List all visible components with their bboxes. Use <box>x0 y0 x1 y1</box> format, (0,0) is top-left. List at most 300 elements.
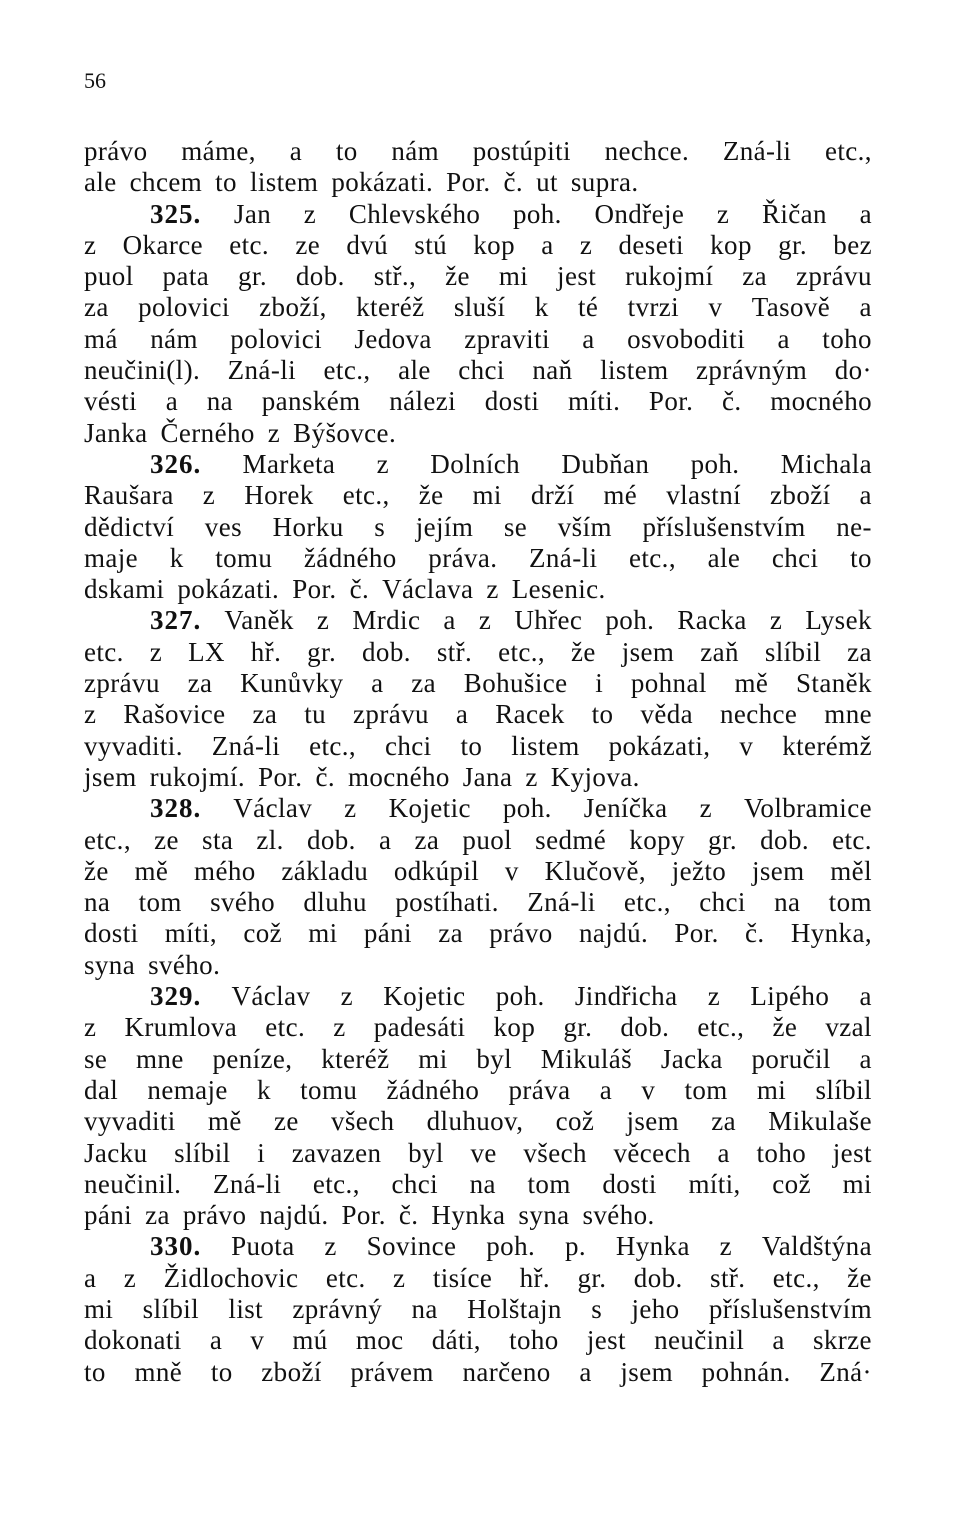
text-line <box>84 981 872 1012</box>
word: že <box>571 636 596 667</box>
word: poh. <box>605 605 655 636</box>
text-line <box>84 731 872 762</box>
word: Kyjova. <box>550 761 640 792</box>
word: i <box>595 668 604 699</box>
word: a <box>859 198 872 229</box>
word: to <box>591 699 614 730</box>
word: Por. <box>674 918 719 949</box>
word: Janka <box>84 417 148 448</box>
word: Mrdic <box>352 605 421 636</box>
word: a <box>378 824 392 855</box>
word: etc., <box>498 636 546 667</box>
word: Václav <box>233 793 313 824</box>
word: a <box>859 981 872 1012</box>
word: jest <box>557 261 597 292</box>
word: to <box>210 1356 233 1387</box>
word: gr. <box>307 636 337 667</box>
word: s <box>591 1293 603 1324</box>
word: právo <box>84 136 148 166</box>
word: z <box>525 761 538 792</box>
word: Jana <box>462 761 513 792</box>
word: polovici <box>230 323 322 354</box>
word: supra. <box>570 167 639 198</box>
word: dob. <box>295 261 345 292</box>
word: chcem <box>129 167 203 198</box>
word: etc., <box>323 355 371 386</box>
word: z <box>84 1012 97 1043</box>
word: z <box>324 1231 337 1262</box>
word: sedmé <box>535 824 607 855</box>
text-line <box>84 699 872 730</box>
word: za <box>84 292 109 323</box>
word: tomu <box>300 1074 358 1105</box>
word: z <box>376 448 389 479</box>
word: z <box>267 417 281 448</box>
word: etc., <box>84 824 131 855</box>
word: Dolních <box>430 448 521 479</box>
word: bez <box>833 229 872 260</box>
word: vésti <box>84 386 137 417</box>
word: v <box>739 730 754 761</box>
word: Raušara <box>84 480 174 511</box>
word: č. <box>745 918 765 949</box>
word: sluší <box>453 292 506 323</box>
word: puol <box>84 261 134 292</box>
text-line <box>84 1138 872 1169</box>
word: dosti <box>484 386 540 417</box>
word: byl <box>408 1137 444 1168</box>
text-line <box>84 1231 872 1262</box>
word: a <box>455 699 469 730</box>
word: poh. <box>486 1231 536 1262</box>
word: etc., <box>309 730 357 761</box>
word: za <box>252 699 278 730</box>
word: Zná-li <box>722 136 792 166</box>
word: z <box>123 1262 137 1293</box>
word: kop <box>493 1012 536 1043</box>
word: sta <box>202 824 234 855</box>
word: nám <box>391 136 440 166</box>
word: právo <box>489 918 553 949</box>
word: slíbil <box>174 1137 231 1168</box>
word: nechce. <box>604 136 690 166</box>
word: to <box>84 1356 106 1387</box>
word: poručil <box>751 1043 831 1074</box>
word: zprávným <box>696 355 808 386</box>
word: syna <box>518 1200 570 1231</box>
word: ale <box>707 542 741 573</box>
word: jsem <box>84 761 137 792</box>
word: z <box>344 793 357 824</box>
word: kteréž <box>356 292 425 323</box>
text-line <box>84 605 872 636</box>
word: právem <box>350 1356 434 1387</box>
word: dal <box>84 1074 119 1105</box>
word: pohnal <box>630 668 707 699</box>
word: Jacku <box>84 1137 148 1168</box>
word: z <box>579 229 593 260</box>
word: gr. <box>577 1262 607 1293</box>
word: Por. <box>648 386 694 417</box>
word: dob. <box>620 1012 670 1043</box>
word: ut <box>536 167 558 198</box>
word: list <box>228 1293 264 1324</box>
word: Jedova <box>354 323 432 354</box>
word: zavazen <box>291 1137 382 1168</box>
text-line <box>84 324 872 355</box>
word: z <box>333 1012 346 1043</box>
word: zaň <box>700 636 739 667</box>
word: Tasově <box>751 292 831 323</box>
word: Kojetic <box>388 793 471 824</box>
word: Horek <box>244 480 314 511</box>
word: dluhuov, <box>426 1106 524 1137</box>
word: pata <box>162 261 210 292</box>
word: zboží <box>261 1356 322 1387</box>
word: žádného <box>303 542 397 573</box>
word: vzal <box>825 1012 872 1043</box>
word: z <box>340 981 353 1012</box>
word: mi <box>842 1168 872 1199</box>
word: LX <box>188 636 225 667</box>
word: zboží, <box>259 292 327 323</box>
text-line <box>84 136 872 167</box>
word: ze <box>273 1106 299 1137</box>
word: Okarce <box>122 229 203 260</box>
word: páni <box>84 1200 133 1231</box>
word: a <box>582 323 595 354</box>
word: Por. <box>292 574 337 605</box>
word: č. <box>315 761 335 792</box>
word: míti. <box>567 386 621 417</box>
word: etc., <box>824 136 872 166</box>
text-line <box>84 668 872 699</box>
word: na <box>411 1293 438 1324</box>
text-line <box>84 1106 872 1137</box>
word: syna <box>84 949 136 980</box>
word: z <box>716 198 730 229</box>
word: za <box>414 824 440 855</box>
word: Jan <box>233 198 272 229</box>
word: vyvaditi. <box>84 730 183 761</box>
word: gr. <box>238 261 267 292</box>
word: mi <box>84 1293 114 1324</box>
word: Kojetic <box>383 981 466 1012</box>
entry-number: 327. <box>150 605 202 636</box>
word: dáti, <box>431 1325 481 1356</box>
word: toho <box>822 323 872 354</box>
word: tom <box>684 1074 728 1105</box>
word: mého <box>194 855 256 886</box>
word: ale <box>84 167 117 198</box>
word: Zná· <box>819 1356 872 1387</box>
word: všech <box>330 1106 395 1137</box>
word: rukojmí <box>625 261 714 292</box>
word: p. <box>564 1231 587 1262</box>
word: ze <box>295 229 321 260</box>
word: z <box>719 1231 733 1262</box>
word: Marketa <box>242 448 336 479</box>
word: Horku <box>272 511 344 542</box>
text-line <box>84 355 872 386</box>
word: tom <box>138 887 182 918</box>
word: etc., <box>697 1012 745 1043</box>
word: etc. <box>84 636 124 667</box>
word: ves <box>204 511 242 542</box>
text-line <box>84 1325 872 1356</box>
word: drží <box>530 480 575 511</box>
word: právo <box>182 1200 247 1231</box>
word: zprávný <box>292 1293 383 1324</box>
word: tomu <box>215 542 273 573</box>
word: Ondřeje <box>594 198 685 229</box>
word: chci <box>391 1168 439 1199</box>
word: Mikulaše <box>768 1106 872 1137</box>
word: etc., <box>312 1168 360 1199</box>
word: gr. <box>708 824 737 855</box>
word: etc., <box>623 887 671 918</box>
word: což <box>243 918 282 949</box>
word: tvrzi <box>627 292 680 323</box>
word: se <box>503 511 528 542</box>
word: z <box>486 574 499 605</box>
word: etc. <box>229 229 270 260</box>
word: nám <box>150 323 198 354</box>
word: Holštajn <box>467 1293 562 1324</box>
word: poh. <box>512 198 562 229</box>
word: ne- <box>836 511 872 542</box>
word: Jindřicha <box>574 981 678 1012</box>
word: mé <box>603 480 638 511</box>
text-line <box>84 574 872 605</box>
word: že <box>847 1262 872 1293</box>
word: Sovince <box>366 1231 457 1262</box>
word: z <box>202 480 216 511</box>
word: a <box>165 386 179 417</box>
word: a <box>599 1074 613 1105</box>
word: gr. <box>563 1012 593 1043</box>
word: mne <box>136 1043 184 1074</box>
word: což <box>772 1168 811 1199</box>
word: jest <box>586 1325 626 1356</box>
word: Uhřec <box>514 605 583 636</box>
word: stř. <box>436 636 473 667</box>
word: hř. <box>519 1262 551 1293</box>
word: z <box>149 636 163 667</box>
word: dvú <box>346 229 389 260</box>
word: etc. <box>832 824 872 855</box>
word: ve <box>470 1137 497 1168</box>
word: zprávu <box>84 668 160 699</box>
word: na <box>84 887 111 918</box>
word: Vaněk <box>224 605 294 636</box>
word: Racek <box>495 699 565 730</box>
word: panském <box>261 386 361 417</box>
text-line <box>84 918 872 949</box>
text-line <box>84 386 872 417</box>
text-line <box>84 825 872 856</box>
word: v <box>250 1325 265 1356</box>
word: stú <box>414 229 448 260</box>
word: etc., <box>772 1262 820 1293</box>
word: mě <box>134 855 169 886</box>
word: a <box>859 480 872 511</box>
word: svého. <box>148 949 221 980</box>
text-line <box>84 449 872 480</box>
word: dosti <box>84 918 139 949</box>
word: poh. <box>502 793 552 824</box>
word: byl <box>476 1043 513 1074</box>
word: v <box>504 855 519 886</box>
word: dob. <box>760 824 809 855</box>
word: Staněk <box>796 668 872 699</box>
word: kopy <box>629 824 685 855</box>
word: jsem <box>620 1356 674 1387</box>
word: etc., <box>629 542 676 573</box>
word: Zná-li <box>527 887 596 918</box>
word: z <box>707 981 721 1012</box>
word: kteréž <box>321 1043 390 1074</box>
word: z <box>84 699 97 730</box>
word: jeho <box>631 1293 680 1324</box>
text-line <box>84 793 872 824</box>
word: kop <box>473 229 515 260</box>
text-line <box>84 512 872 543</box>
text-line <box>84 230 872 261</box>
word: k <box>169 542 184 573</box>
word: ale <box>398 355 431 386</box>
word: dob. <box>633 1262 683 1293</box>
word: z <box>769 605 783 636</box>
entry-number: 330. <box>150 1231 202 1262</box>
word: to <box>460 730 483 761</box>
word: Černého <box>160 417 255 448</box>
word: jest <box>832 1137 872 1168</box>
word: a <box>84 1262 97 1293</box>
word: etc. <box>325 1262 366 1293</box>
word: mi <box>498 261 529 292</box>
word: polovici <box>138 292 230 323</box>
word: zboží <box>770 480 831 511</box>
word: listem <box>600 355 669 386</box>
word: peníze, <box>212 1043 293 1074</box>
word: slíbil <box>142 1293 200 1324</box>
word: odkúpil <box>393 855 480 886</box>
word: vyvaditi <box>84 1106 176 1137</box>
word: máme, <box>181 136 256 166</box>
text-line <box>84 762 872 793</box>
word: všech <box>523 1137 587 1168</box>
word: nemaje <box>147 1074 228 1105</box>
word: poh. <box>690 448 740 479</box>
word: Por. <box>341 1200 386 1231</box>
word: a <box>859 292 872 323</box>
word: gr. <box>778 229 808 260</box>
word: Bohušice <box>463 668 568 699</box>
word: rukojmí. <box>149 761 246 792</box>
word: narčeno <box>462 1356 551 1387</box>
word: Volbramice <box>744 793 872 824</box>
entry-number: 328. <box>150 793 202 824</box>
word: jsem <box>626 1106 680 1137</box>
word: Lipého <box>750 981 830 1012</box>
text-line <box>84 543 872 574</box>
word: za <box>187 668 213 699</box>
text-line <box>84 167 872 198</box>
text-line <box>84 1263 872 1294</box>
word: té <box>577 292 599 323</box>
word: dluhu <box>303 887 367 918</box>
text-line <box>84 261 872 292</box>
word: z <box>303 198 317 229</box>
word: Václava <box>382 574 474 605</box>
word: ježto <box>671 855 727 886</box>
word: Por. <box>446 167 491 198</box>
word: neučinil. <box>84 1168 182 1199</box>
word: č. <box>349 574 370 605</box>
word: na <box>774 887 801 918</box>
word: práva <box>508 1074 571 1105</box>
text-line <box>84 418 872 449</box>
word: nechce <box>719 699 798 730</box>
word: najdú. <box>578 918 649 949</box>
word: za <box>742 261 768 292</box>
word: listem <box>249 167 319 198</box>
word: měl <box>830 855 872 886</box>
text-line <box>84 856 872 887</box>
word: chci <box>771 542 819 573</box>
word: naň <box>532 355 573 386</box>
word: chci <box>699 887 746 918</box>
word: tom <box>527 1168 571 1199</box>
word: mně <box>134 1356 183 1387</box>
word: z <box>316 605 330 636</box>
word: se <box>84 1043 108 1074</box>
word: Jacka <box>660 1043 723 1074</box>
word: míti, <box>164 918 218 949</box>
word: za <box>711 1106 737 1137</box>
word: na <box>206 386 234 417</box>
word: Mikuláš <box>540 1043 633 1074</box>
word: vším <box>557 511 612 542</box>
word: č. <box>503 167 524 198</box>
word: k <box>257 1074 271 1105</box>
word: neučinil <box>654 1325 745 1356</box>
word: z <box>393 1262 406 1293</box>
word: zprávu <box>796 261 872 292</box>
word: nálezi <box>389 386 457 417</box>
word: skrze <box>812 1325 872 1356</box>
word: na <box>469 1168 496 1199</box>
word: mi <box>472 480 502 511</box>
word: pokázati. <box>331 167 434 198</box>
word: Michala <box>780 448 872 479</box>
word: z <box>478 605 492 636</box>
word: za <box>411 668 437 699</box>
word: což <box>555 1106 595 1137</box>
text-block <box>84 136 872 1388</box>
text-line <box>84 887 872 918</box>
word: Hynka <box>615 1231 690 1262</box>
word: deseti <box>618 229 684 260</box>
word: tom <box>828 887 872 918</box>
word: za <box>847 636 872 667</box>
word: má <box>84 323 118 354</box>
word: Býšovce. <box>293 417 397 448</box>
word: s <box>374 511 386 542</box>
word: toho <box>756 1137 807 1168</box>
word: vlastní <box>666 480 742 511</box>
